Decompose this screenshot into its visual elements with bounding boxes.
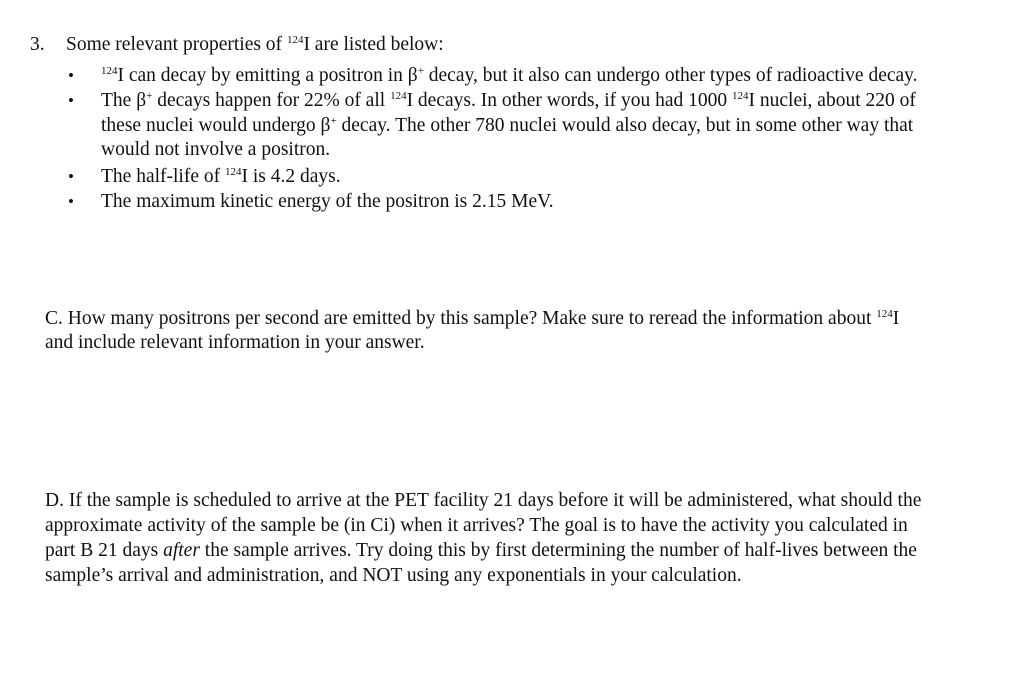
bullet-item-3: The half-life of $^{124}$I is 4.2 days.: [101, 166, 341, 187]
bullet-item-1: $^{124}$I can decay by emitting a positron in β+ decay, but it also can undergo other types of radioactive decay.: [101, 65, 918, 86]
bullet-item-2-line-2: these nuclei would undergo β+ decay. The other 780 nuclei would also decay, but in some other way that: [101, 115, 914, 136]
part-d-line-4: sample’s arrival and administration, and NOT using any exponentials in your calculation.: [45, 565, 742, 586]
bullet-item-2-line-3: would not involve a positron.: [101, 139, 331, 160]
bullet-icon: •: [68, 66, 74, 85]
part-c-line-1: C. How many positrons per second are emitted by this sample? Make sure to reread the information about $^{124}$I: [45, 308, 900, 329]
part-c-line-2: and include relevant information in your answer.: [45, 332, 425, 353]
part-d-line-2: approximate activity of the sample be (in Ci) when it arrives? The goal is to have the activity you calculated in: [45, 515, 908, 536]
part-d-line-3: part B 21 days after the sample arrives. Try doing this by first determining the number of half-lives between the: [45, 540, 917, 561]
part-d-line-1: D. If the sample is scheduled to arrive at the PET facility 21 days before it will be administered, what should the: [45, 490, 922, 511]
bullet-item-4: The maximum kinetic energy of the positron is 2.15 MeV.: [101, 191, 554, 212]
bullet-icon: •: [68, 91, 74, 110]
bullet-icon: •: [68, 192, 74, 211]
bullet-item-2-line-1: The β+ decays happen for 22% of all $^{124}$I decays. In other words, if you had 1000 $^{124}$I nuclei, about 220 of: [101, 90, 916, 111]
question-intro: Some relevant properties of $^{124}$I are listed below:: [66, 34, 444, 55]
question-number: 3.: [30, 34, 45, 55]
bullet-icon: •: [68, 167, 74, 186]
